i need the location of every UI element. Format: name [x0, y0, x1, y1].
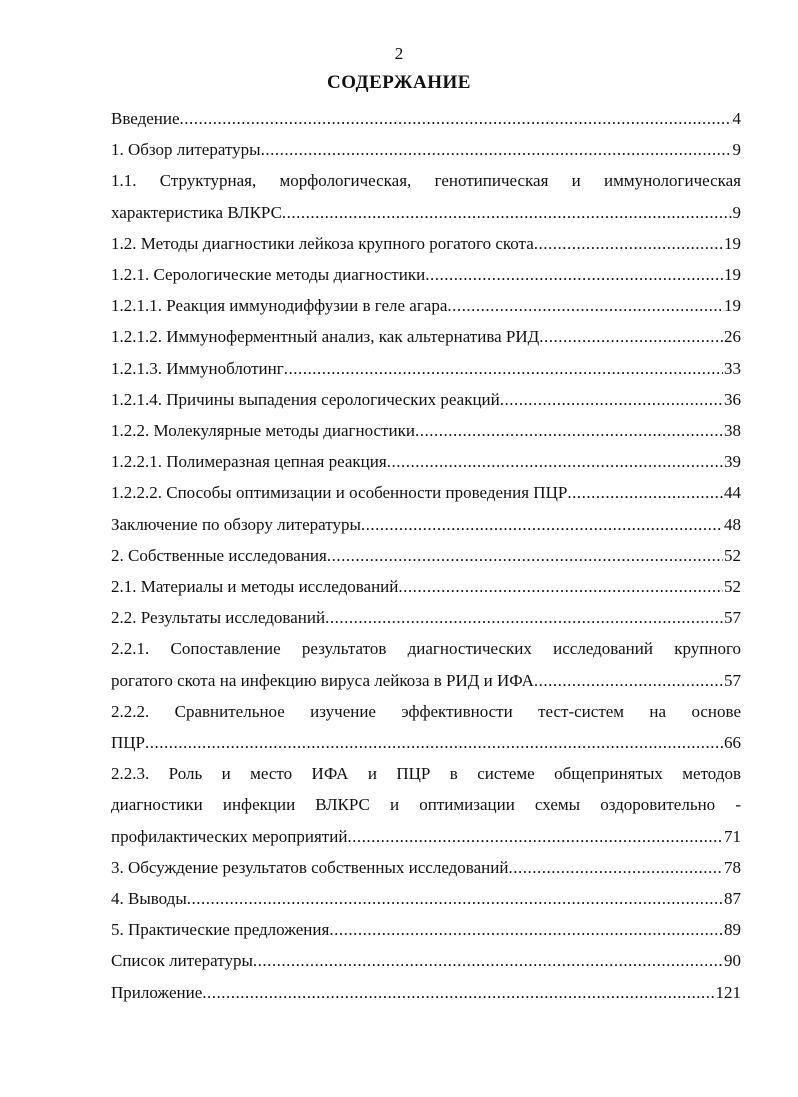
page-title: СОДЕРЖАНИЕ [327, 72, 471, 93]
toc-entry-3[interactable] [111, 852, 741, 883]
toc-entry-title: Приложение [111, 982, 203, 1002]
toc-entry-page: 19 [724, 265, 741, 285]
dot-leader [325, 602, 723, 633]
toc-entry-1-2-2-2[interactable] [111, 477, 741, 508]
dot-leader [361, 509, 723, 540]
dot-leader [253, 945, 723, 976]
toc-entry-page: 48 [724, 514, 741, 534]
toc-entry-title: 3. Обсуждение результатов собственных исследований [111, 857, 509, 877]
toc-entry-page: 52 [724, 545, 741, 565]
toc-entry-page: 26 [724, 327, 741, 347]
toc-entry-page: 44 [724, 483, 741, 503]
dot-leader [387, 446, 723, 477]
dot-leader [534, 665, 723, 696]
toc-entry-title: ПЦР [111, 733, 146, 753]
toc-entry-2-2-3[interactable] [111, 758, 741, 852]
dot-leader [180, 103, 732, 134]
toc-entry-title: характеристика ВЛКРС [111, 202, 282, 222]
toc-entry-title: 4. Выводы [111, 889, 187, 909]
toc-entry-introduction[interactable] [111, 103, 741, 134]
toc-entry-page: 57 [724, 608, 741, 628]
toc-entry-page: 78 [724, 857, 741, 877]
toc-entry-title: 1.2.2.2. Способы оптимизации и особенности проведения ПЦР [111, 483, 568, 503]
toc-entry-references[interactable] [111, 945, 741, 976]
toc-entry-1-2-1-4[interactable] [111, 384, 741, 415]
toc-entry-page: 121 [715, 982, 741, 1002]
toc-entry-page: 36 [724, 389, 741, 409]
toc-entry-2-2[interactable] [111, 602, 741, 633]
toc-entry-1-2[interactable] [111, 228, 741, 259]
dot-leader [415, 415, 723, 446]
dot-leader [567, 477, 723, 508]
toc-entry-page: 87 [724, 889, 741, 909]
toc-entry-page: 9 [732, 202, 741, 222]
toc-entry-2[interactable] [111, 540, 741, 571]
toc-entry-1-2-1-1[interactable] [111, 290, 741, 321]
toc-entry-page: 4 [732, 109, 741, 128]
dot-leader [500, 384, 723, 415]
toc-entry-title: 1.2.1.3. Иммуноблотинг [111, 358, 284, 378]
toc-entry-4[interactable] [111, 883, 741, 914]
table-of-contents [111, 103, 741, 1008]
toc-entry-2-2-2[interactable] [111, 696, 741, 758]
toc-entry-page: 38 [724, 421, 741, 441]
dot-leader [187, 883, 723, 914]
dot-leader [284, 353, 723, 384]
dot-leader [539, 321, 723, 352]
toc-entry-title: Введение [111, 109, 180, 128]
toc-entry-page: 71 [724, 826, 741, 846]
toc-entry-page: 19 [724, 296, 741, 316]
toc-entry-title-line: 2.2.2. Сравнительное изучение эффективности тест-систем на основе [111, 701, 741, 721]
toc-entry-page: 66 [724, 733, 741, 753]
toc-entry-title: 2.1. Материалы и методы исследований [111, 577, 399, 597]
toc-entry-title: 1.2.1.2. Иммуноферментный анализ, как альтернатива РИД [111, 327, 540, 347]
toc-entry-appendix[interactable] [111, 977, 741, 1008]
dot-leader [508, 852, 723, 883]
dot-leader [398, 571, 723, 602]
toc-entry-1-1[interactable] [111, 165, 741, 227]
toc-entry-title: 1. Обзор литературы [111, 140, 261, 160]
dot-leader [425, 259, 723, 290]
toc-entry-2-1[interactable] [111, 571, 741, 602]
toc-entry-page: 33 [724, 358, 741, 378]
toc-entry-page: 52 [724, 577, 741, 597]
toc-entry-title: рогатого скота на инфекцию вируса лейкоза в РИД и ИФА [111, 670, 534, 690]
dot-leader [145, 727, 723, 758]
toc-entry-title: 1.2.1. Серологические методы диагностики [111, 265, 426, 285]
toc-entry-review-conclusion[interactable] [111, 509, 741, 540]
dot-leader [327, 540, 723, 571]
dot-leader [261, 134, 732, 165]
toc-entry-1[interactable] [111, 134, 741, 165]
toc-entry-title-line: диагностики инфекции ВЛКРС и оптимизации схемы оздоровительно - [111, 795, 741, 815]
toc-entry-page: 39 [724, 452, 741, 472]
toc-entry-page: 89 [724, 920, 741, 940]
page-number: 2 [394, 44, 404, 63]
toc-entry-1-2-1[interactable] [111, 259, 741, 290]
toc-entry-page: 19 [724, 233, 741, 253]
toc-entry-title: 1.2.1.1. Реакция иммунодиффузии в геле агара [111, 296, 448, 316]
toc-entry-2-2-1[interactable] [111, 633, 741, 695]
toc-entry-1-2-2[interactable] [111, 415, 741, 446]
toc-entry-title: Заключение по обзору литературы [111, 514, 361, 534]
toc-entry-1-2-1-2[interactable] [111, 321, 741, 352]
toc-entry-title: 1.2. Методы диагностики лейкоза крупного рогатого скота [111, 233, 534, 253]
toc-entry-page: 9 [732, 140, 741, 160]
toc-entry-title: профилактических мероприятий [111, 826, 348, 846]
toc-entry-title-line: 2.2.1. Сопоставление результатов диагностических исследований крупного [111, 639, 741, 659]
toc-entry-page: 90 [724, 951, 741, 971]
toc-entry-title-line: 2.2.3. Роль и место ИФА и ПЦР в системе общепринятых методов [111, 764, 741, 784]
toc-entry-title: 2.2. Результаты исследований [111, 608, 326, 628]
toc-entry-page: 57 [724, 670, 741, 690]
dot-leader [347, 821, 723, 852]
toc-entry-title: 5. Практические предложения [111, 920, 330, 940]
dot-leader [202, 977, 714, 1008]
dot-leader [447, 290, 723, 321]
dot-leader [534, 228, 723, 259]
toc-entry-title: 2. Собственные исследования [111, 545, 327, 565]
dot-leader [282, 197, 732, 228]
toc-entry-1-2-1-3[interactable] [111, 353, 741, 384]
toc-entry-5[interactable] [111, 914, 741, 945]
toc-entry-title: 1.2.1.4. Причины выпадения серологических реакций [111, 389, 500, 409]
toc-entry-title: 1.2.2.1. Полимеразная цепная реакция [111, 452, 387, 472]
toc-entry-title-line: 1.1. Структурная, морфологическая, генотипическая и иммунологическая [111, 171, 741, 191]
toc-entry-1-2-2-1[interactable] [111, 446, 741, 477]
toc-entry-title: 1.2.2. Молекулярные методы диагностики [111, 421, 415, 441]
toc-entry-title: Список литературы [111, 951, 253, 971]
dot-leader [329, 914, 723, 945]
